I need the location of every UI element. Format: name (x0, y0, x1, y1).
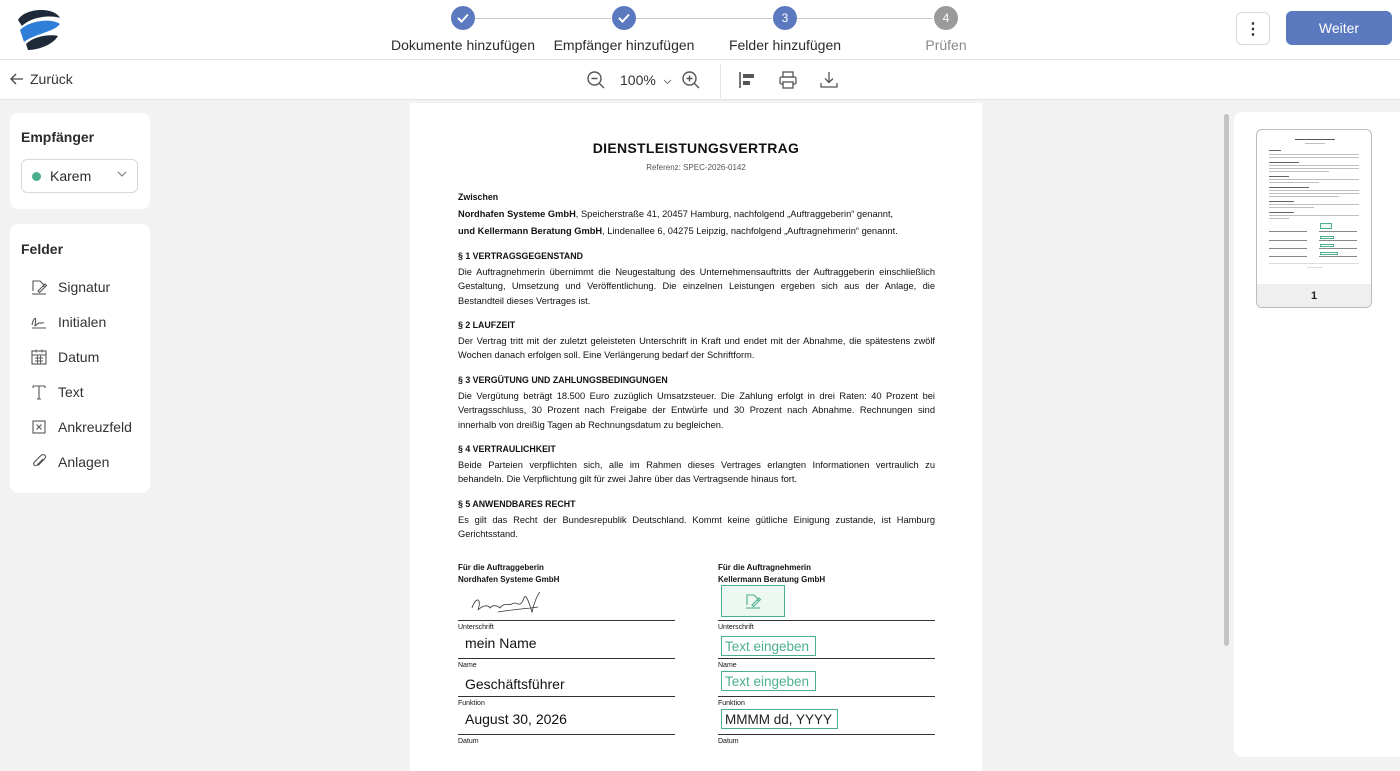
thumb-line (1269, 212, 1294, 213)
recipient-select[interactable] (21, 159, 138, 193)
field-checkbox[interactable] (30, 415, 132, 439)
section-text: Die Vergütung beträgt 18.500 Euro zuzüglich Umsatzsteuer. Die Zahlung erfolgt in drei Raten: 40 Prozent bei Vertragsschluss, 30 Prozent nach Freigabe der Entwürfe und 30 Prozent nach Abnahme. Rechnungen sind innerhalb von dreißig Tagen ab Rechnungsdatum zu begleichen. (458, 391, 935, 430)
app-logo[interactable] (14, 6, 64, 52)
field-label: Datum (58, 349, 100, 365)
section-heading: § 5 ANWENDBARES RECHT (458, 499, 576, 509)
left-date-value: August 30, 2026 (465, 711, 567, 727)
function-line (458, 696, 675, 697)
caption-date: Datum (718, 738, 739, 745)
text-icon (30, 383, 48, 401)
party-line-2 (458, 224, 935, 238)
fields-panel (10, 224, 150, 493)
progress-stepper (380, 6, 1000, 56)
download-icon[interactable] (818, 69, 840, 91)
date-line (718, 734, 935, 735)
thumb-line (1307, 267, 1323, 268)
print-icon[interactable] (777, 69, 799, 91)
toolbar-divider (720, 64, 721, 98)
document-scrollbar[interactable] (1224, 114, 1229, 646)
between-heading: Zwischen (458, 192, 499, 202)
thumb-line (1269, 190, 1359, 191)
party2-details: , Lindenallee 6, 04275 Leipzig, nachfolgend „Auftragnehmerin“ genannt. (602, 226, 898, 236)
back-button[interactable] (10, 71, 73, 87)
left-sig-for: Für die Auftraggeberin (458, 563, 544, 572)
thumb-field (1320, 252, 1338, 255)
thumb-line (1269, 179, 1359, 180)
field-text[interactable] (30, 380, 84, 404)
section-text: Beide Parteien verpflichten sich, alle im Rahmen dieses Vertrages erlangten Informationen vertraulich zu behandeln. Die Verpflichtung gilt für zwei Jahre über das Vertragsende hinaus fort. (458, 460, 935, 485)
section-heading: § 1 VERTRAGSGEGENSTAND (458, 251, 583, 261)
name-line (458, 658, 675, 659)
thumb-line (1269, 162, 1299, 163)
caption-signature: Unterschrift (718, 624, 754, 631)
function-text-field[interactable]: Text eingeben (721, 671, 816, 691)
signature-line (458, 620, 675, 621)
step-label: Dokumente hinzufügen (391, 37, 535, 53)
recipient-name: Karem (50, 168, 92, 184)
thumb-line (1269, 193, 1359, 194)
document-title: DIENSTLEISTUNGSVERTRAG (592, 140, 800, 156)
paperclip-icon (30, 453, 48, 471)
more-vertical-icon: ⋮ (1245, 20, 1261, 38)
more-menu-button[interactable] (1236, 12, 1270, 45)
check-icon (612, 6, 636, 30)
zoom-value: 100% (620, 72, 656, 88)
step-label: Felder hinzufügen (728, 37, 842, 53)
initials-icon (30, 313, 48, 331)
thumb-line (1269, 207, 1314, 208)
caption-name: Name (458, 662, 477, 669)
function-line (718, 696, 935, 697)
document-page (410, 103, 982, 771)
thumb-line (1269, 165, 1359, 166)
caption-date: Datum (458, 738, 479, 745)
check-icon (451, 6, 475, 30)
step-number: 3 (773, 6, 797, 30)
align-left-icon[interactable] (736, 69, 758, 91)
left-sig-company: Nordhafen Systeme GmbH (458, 575, 560, 584)
document-toolbar (0, 60, 1400, 100)
thumb-line (1319, 248, 1357, 249)
left-name-value: mein Name (465, 635, 537, 651)
next-button[interactable]: Weiter (1286, 11, 1392, 45)
thumb-line (1269, 231, 1307, 232)
party-line-1 (458, 207, 935, 221)
document-reference: Referenz: SPEC-2026-0142 (646, 163, 746, 172)
zoom-select[interactable] (620, 72, 672, 88)
left-function-value: Geschäftsführer (465, 676, 565, 692)
thumb-field (1320, 244, 1334, 247)
name-line (718, 658, 935, 659)
field-label: Initialen (58, 314, 107, 330)
right-sig-for: Für die Auftragnehmerin (718, 563, 812, 572)
section-text: Es gilt das Recht der Bundesrepublik Deutschland. Kommt keine gütliche Einigung zustande, ist Hamburg Gerichtsstand. (458, 515, 935, 540)
signature-icon (30, 278, 48, 296)
recipient-color-dot (32, 172, 41, 181)
chevron-down-icon (663, 79, 672, 85)
step-number: 4 (934, 6, 958, 30)
thumbnail-page-number: 1 (1257, 284, 1371, 307)
caption-function: Funktion (458, 700, 485, 707)
thumb-line (1269, 154, 1359, 155)
thumb-line (1269, 171, 1329, 172)
section-heading: § 3 VERGÜTUNG UND ZAHLUNGSBEDINGUNGEN (458, 375, 668, 385)
step-documents[interactable] (378, 6, 548, 53)
section-heading: § 4 VERTRAULICHKEIT (458, 444, 556, 454)
thumb-line (1269, 150, 1281, 151)
chevron-down-icon (117, 171, 127, 178)
caption-name: Name (718, 662, 737, 669)
field-signature[interactable] (30, 275, 110, 299)
caption-signature: Unterschrift (458, 624, 494, 631)
party2-name: und Kellermann Beratung GmbH (458, 226, 603, 236)
back-label: Zurück (30, 71, 73, 87)
thumb-line (1269, 168, 1359, 169)
thumb-line (1269, 201, 1294, 202)
caption-function: Funktion (718, 700, 745, 707)
step-review[interactable] (861, 6, 1031, 53)
thumb-line (1269, 176, 1289, 177)
field-label: Signatur (58, 279, 111, 295)
step-label: Prüfen (925, 37, 967, 53)
section-heading: § 2 LAUFZEIT (458, 320, 516, 330)
thumb-line (1269, 204, 1359, 205)
thumb-line (1269, 248, 1307, 249)
fields-panel-title: Felder (21, 241, 64, 257)
calendar-icon (30, 348, 48, 366)
handwritten-signature (468, 588, 548, 618)
recipient-panel (10, 113, 150, 209)
step-label: Empfänger hinzufügen (553, 37, 695, 53)
signature-field[interactable] (721, 585, 785, 617)
party1-details: , Speicherstraße 41, 20457 Hamburg, nachfolgend „Auftraggeberin“ genannt, (575, 209, 894, 219)
thumb-line (1269, 187, 1309, 188)
signature-line (718, 620, 935, 621)
right-sig-company: Kellermann Beratung GmbH (718, 575, 826, 584)
thumb-line (1269, 157, 1359, 158)
thumb-line (1269, 256, 1307, 257)
thumb-line (1269, 263, 1359, 264)
field-initials[interactable] (30, 310, 106, 334)
thumb-line (1269, 240, 1307, 241)
step-fields[interactable] (700, 6, 870, 53)
recipient-panel-title: Empfänger (21, 129, 95, 145)
top-bar (0, 0, 1400, 60)
thumb-field (1320, 223, 1332, 229)
thumb-title-line (1295, 139, 1335, 140)
date-field[interactable]: MMMM dd, YYYY (721, 709, 838, 729)
thumb-field (1320, 236, 1334, 239)
section-text: Die Auftragnehmerin übernimmt die Neugestaltung des Unternehmensauftritts der Auftraggeberin einschließlich Gestaltung, Umsetzung und Veröffentlichung. Die einzelnen Leistungen ergeben sich aus der Anlage, die Bestandteil dieses Vertrages ist. (458, 267, 935, 306)
zoom-out-icon[interactable] (585, 69, 607, 91)
thumb-line (1269, 215, 1359, 216)
section-text: Der Vertrag tritt mit der zuletzt geleisteten Unterschrift in Kraft und endet mit der Abnahme, die spätestens zwölf Wochen danach erfolgen soll. Eine Verlängerung bedarf der Schriftform. (458, 336, 935, 361)
party1-name: Nordhafen Systeme GmbH (458, 209, 576, 219)
arrow-left-icon (10, 73, 24, 85)
step-recipients[interactable] (539, 6, 709, 53)
thumb-line (1319, 231, 1357, 232)
thumb-line (1269, 196, 1339, 197)
field-date[interactable] (30, 345, 99, 369)
thumb-line (1269, 182, 1319, 183)
date-line (458, 734, 675, 735)
thumb-line (1319, 240, 1357, 241)
thumb-line (1319, 256, 1357, 257)
thumb-line (1269, 218, 1289, 219)
name-text-field[interactable]: Text eingeben (721, 636, 816, 656)
page-thumbnail[interactable] (1256, 129, 1372, 308)
field-label: Ankreuzfeld (58, 419, 132, 435)
field-attachments[interactable] (30, 450, 109, 474)
signature-icon (744, 592, 762, 610)
field-label: Text (58, 384, 84, 400)
field-label: Anlagen (58, 454, 110, 470)
thumb-line (1305, 143, 1325, 144)
thumbnail-panel (1234, 112, 1400, 757)
checkbox-icon (30, 418, 48, 436)
zoom-in-icon[interactable] (680, 69, 702, 91)
